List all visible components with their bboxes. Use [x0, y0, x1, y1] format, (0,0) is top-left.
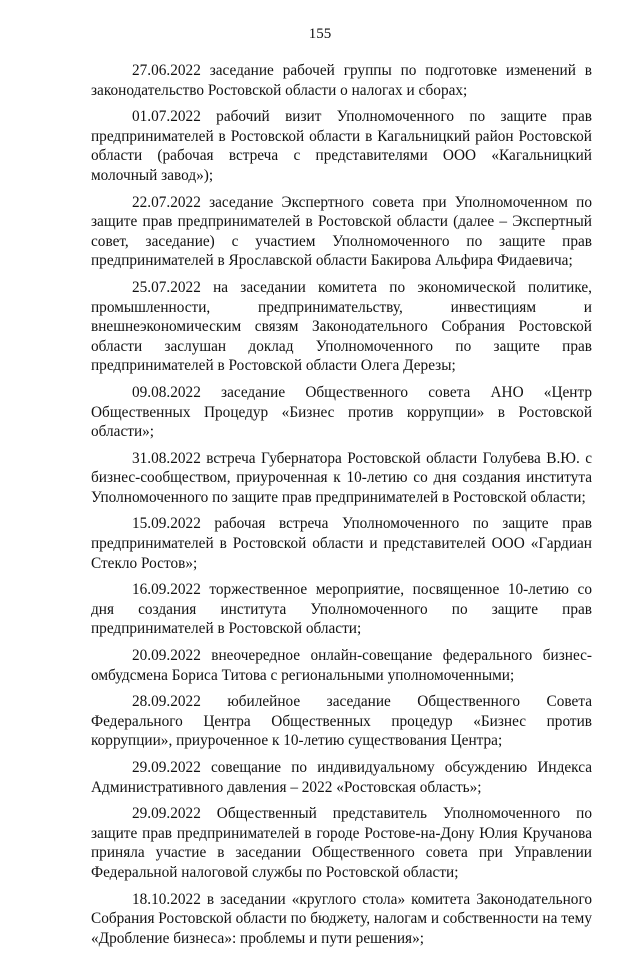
- event-entry-text: 27.06.2022 заседание рабочей группы по подготовке изменений в законодательство Ростовской области о налогах и сборах;: [91, 62, 592, 99]
- event-entry-text: 18.10.2022 в заседании «круглого стола» комитета Законодательного Собрания Ростовской области по бюджету, налогам и собственности на тему «Дробление бизнеса»: проблемы и пути решения»;: [91, 890, 592, 947]
- page-number: 155: [308, 26, 332, 42]
- event-entry: [91, 758, 592, 797]
- event-entry-text: 31.08.2022 встреча Губернатора Ростовской области Голубева В.Ю. с бизнес-сообществом, приуроченная к 10-летию со дня создания института Уполномоченного по защите прав предпринимателей в Ростовской области;: [91, 449, 592, 506]
- event-entry: [91, 383, 592, 442]
- event-entry: [91, 278, 592, 376]
- event-entry: [91, 646, 592, 685]
- event-entry-text: 20.09.2022 внеочередное онлайн-совещание федерального бизнес-омбудсмена Бориса Титова с региональными уполномоченными;: [91, 647, 592, 684]
- event-entry-text: 01.07.2022 рабочий визит Уполномоченного по защите прав предпринимателей в Ростовской области в Кагальницкий район Ростовской области (рабочая встреча с представителями ООО «Кагальницкий молочный завод»);: [91, 108, 592, 184]
- event-entry: [91, 692, 592, 751]
- event-entry-text: 25.07.2022 на заседании комитета по экономической политике, промышленности, предпринимательству, инвестициям и внешнеэкономическим связям Законодательного Собрания Ростовской области заслушан доклад Уполномоченного по защите прав предпринимателей в Ростовской области Олега Дерезы;: [91, 278, 592, 375]
- document-body: [91, 61, 592, 955]
- event-entry-text: 22.07.2022 заседание Экспертного совета при Уполномоченном по защите прав предпринимателей в Ростовской области (далее – Экспертный совет, заседание) с участием Уполномоченного по защите прав предпринимателей в Ярославской области Бакирова Альфира Фидаевича;: [91, 193, 592, 270]
- event-entry: [91, 107, 592, 185]
- event-entry: [91, 193, 592, 271]
- event-entry-text: 09.08.2022 заседание Общественного совета АНО «Центр Общественных Процедур «Бизнес против коррупции» в Ростовской области»;: [91, 383, 592, 441]
- event-entry-text: 16.09.2022 торжественное мероприятие, посвященное 10-летию со дня создания института Уполномоченного по защите прав предпринимателей в Ростовской области;: [91, 581, 592, 638]
- event-entry: [91, 449, 592, 508]
- event-entry: [91, 804, 592, 882]
- event-entry-text: 15.09.2022 рабочая встреча Уполномоченного по защите прав предпринимателей в Ростовской области и представителей ООО «Гардиан Стекло Ростов»;: [91, 515, 592, 572]
- event-entry-text: 29.09.2022 совещание по индивидуальному обсуждению Индекса Административного давления – 2022 «Ростовская область»;: [91, 759, 592, 796]
- event-entry: [91, 61, 592, 100]
- event-entry: [91, 580, 592, 639]
- event-entry: [91, 890, 592, 949]
- event-entry: [91, 514, 592, 573]
- event-entry-text: 29.09.2022 Общественный представитель Уполномоченного по защите прав предпринимателей в городе Ростове-на-Дону Юлия Кручанова приняла участие в заседании Общественного совета при Управлении Федеральной налоговой службы по Ростовской области;: [91, 805, 592, 881]
- event-entry-text: 28.09.2022 юбилейное заседание Общественного Совета Федерального Центра Общественных процедур «Бизнес против коррупции», приуроченное к 10-летию существования Центра;: [91, 693, 592, 750]
